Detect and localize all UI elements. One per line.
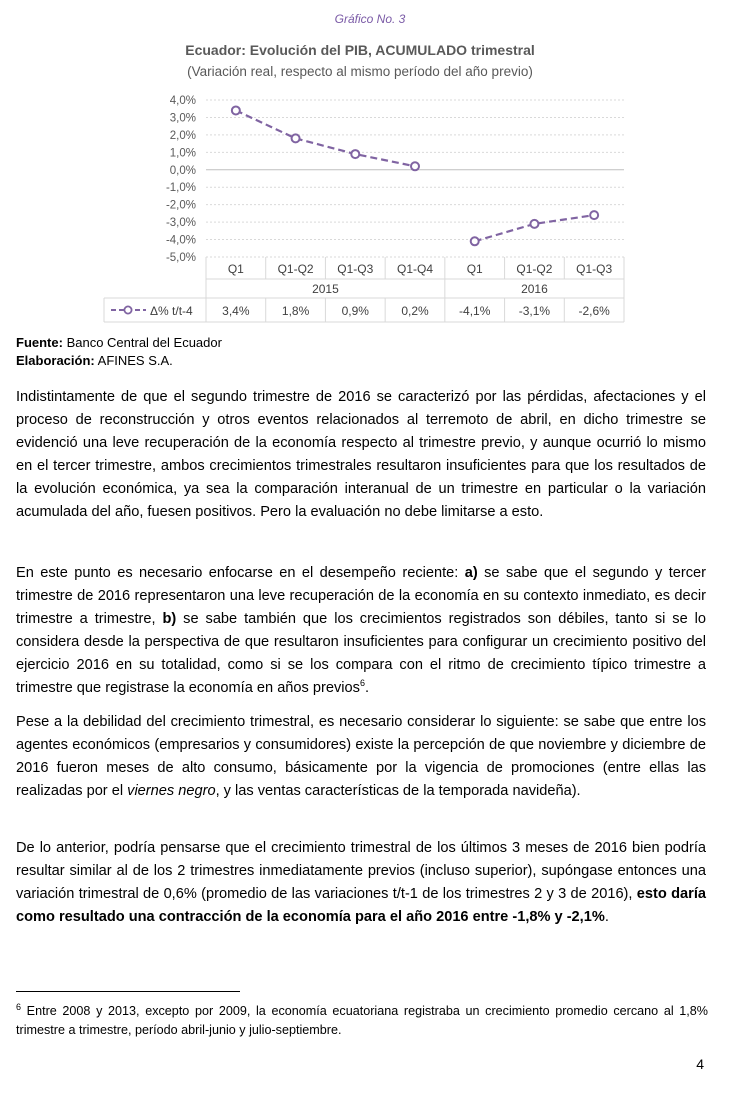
data-label: -3,1% bbox=[518, 304, 551, 318]
p2-text-c: se sabe también que los crecimientos registrados son débiles, tanto si se lo considera desde la perspectiva de que resultaron insuficientes para configurar un crecimiento positivo del ejercicio 2016 en su totalidad, como si se los compara con el ritmo de crecimiento típico trimestre a trimestre que registrase la economía en años previos bbox=[16, 611, 706, 696]
y-tick-label: -1,0% bbox=[165, 182, 196, 195]
p2-text-a: En este punto es necesario enfocarse en el desempeño reciente: bbox=[16, 565, 465, 581]
data-point bbox=[292, 134, 300, 142]
data-label: 0,9% bbox=[341, 304, 369, 318]
p4-bold: esto daría como resultado una contracción de la economía para el año 2016 entre -1,8% y -2,1% bbox=[16, 886, 706, 925]
year-label: 2015 bbox=[312, 282, 339, 296]
data-point bbox=[471, 237, 479, 245]
footnote bbox=[16, 1002, 708, 1040]
footnote-ref: 6 bbox=[359, 678, 365, 689]
series-line bbox=[232, 106, 598, 245]
year-label: 2016 bbox=[521, 282, 548, 296]
data-point bbox=[232, 106, 240, 114]
data-point bbox=[590, 211, 598, 219]
y-axis-ticks bbox=[166, 95, 196, 264]
gdp-line-chart bbox=[0, 0, 750, 330]
data-label: 0,2% bbox=[401, 304, 429, 318]
p2-text-b: se sabe que el segundo y tercer trimestre de 2016 representaron una leve recuperación de la economía en su contexto inmediato, es decir trimestre a trimestre, bbox=[16, 565, 706, 627]
chart-subtitle: (Variación real, respecto al mismo período del año previo) bbox=[187, 64, 533, 79]
y-tick-label: -4,0% bbox=[165, 234, 196, 247]
data-point bbox=[411, 162, 419, 170]
data-point bbox=[530, 220, 538, 228]
y-tick-label: 2,0% bbox=[169, 129, 196, 142]
p2-mark-a: a) bbox=[464, 565, 478, 581]
footnote-mark: 6 bbox=[16, 1001, 22, 1012]
chart-title: Ecuador: Evolución del PIB, ACUMULADO trimestral bbox=[185, 42, 535, 58]
data-label: -2,6% bbox=[578, 304, 610, 318]
source-label: Fuente: bbox=[16, 335, 63, 350]
p2-text-end: . bbox=[364, 680, 370, 696]
p3-italic: viernes negro bbox=[127, 783, 216, 799]
data-label: 1,8% bbox=[281, 304, 310, 318]
figure-label: Gráfico No. 3 bbox=[334, 12, 406, 26]
category-label: Q1-Q3 bbox=[337, 262, 374, 276]
paragraph-1: Indistintamente de que el segundo trimestre de 2016 se caracterizó por las pérdidas, afectaciones y el proceso de reconstrucción y otros eventos relacionados al terremoto de abril, en dicho trimestre se evidenció una leve recuperación de la economía respecto al trimestre previo, y aunque ocurrió lo mismo en el tercer trimestre, ambos crecimientos trimestrales resultaron insuficientes para que los resultados de la evolución económica, ya sea la comparación interanual de un trimestre en particular o la variación acumulada del año, fuesen positivos. Pero la evaluación no debe limitarse a esto. bbox=[16, 389, 706, 520]
y-tick-label: 1,0% bbox=[169, 147, 196, 160]
category-label: Q1-Q3 bbox=[576, 262, 613, 276]
category-label: Q1 bbox=[227, 262, 244, 276]
category-label: Q1-Q4 bbox=[396, 262, 434, 276]
elaboration-label: Elaboración: bbox=[16, 353, 95, 368]
category-label: Q1-Q2 bbox=[277, 262, 314, 276]
paragraph-3 bbox=[16, 711, 706, 803]
y-tick-label: -3,0% bbox=[165, 217, 196, 230]
category-label: Q1-Q2 bbox=[516, 262, 553, 276]
page-number: 4 bbox=[696, 1056, 704, 1072]
footnote-text: Entre 2008 y 2013, excepto por 2009, la economía ecuatoriana registraba un crecimiento promedio cercano al 1,8% trimestre a trimestre, período abril-junio y julio-septiembre. bbox=[16, 1004, 708, 1037]
y-tick-label: 0,0% bbox=[169, 164, 196, 177]
y-tick-label: 3,0% bbox=[169, 112, 196, 125]
chart-data-table bbox=[104, 257, 624, 322]
p4-text-a: De lo anterior, podría pensarse que el crecimiento trimestral de los últimos 3 meses de 2016 bien podría resultar similar al de los 2 trimestres inmediatamente previos (incluso superior), supóngase entonces una variación trimestral de 0,6% (promedio de las variaciones t/t-1 de los trimestres 2 y 3 de 2016), bbox=[16, 840, 706, 902]
series-segment bbox=[236, 110, 415, 166]
data-point bbox=[351, 150, 359, 158]
y-tick-label: -2,0% bbox=[165, 199, 196, 212]
p3-text-b: , y las ventas características de la temporada navideña). bbox=[215, 783, 581, 799]
y-tick-label: -5,0% bbox=[165, 252, 196, 264]
p3-text-a: Pese a la debilidad del crecimiento trimestral, es necesario considerar lo siguiente: se sabe que entre los agentes económicos (empresarios y consumidores) existe la percepción de que noviembre y diciembre de 2016 fueron meses de alto consumo, básicamente por la vigencia de promociones (entre ellas las realizadas por el bbox=[16, 714, 706, 799]
source-line bbox=[16, 334, 222, 352]
paragraph-2 bbox=[16, 562, 706, 700]
y-tick-label: 4,0% bbox=[169, 95, 196, 107]
p4-text-end: . bbox=[604, 909, 609, 925]
data-label: -4,1% bbox=[459, 304, 491, 318]
source-text: Banco Central del Ecuador bbox=[62, 335, 222, 350]
paragraph-4 bbox=[16, 837, 706, 929]
elaboration-line bbox=[16, 352, 173, 370]
legend-label: Δ% t/t-4 bbox=[150, 304, 193, 318]
legend-marker bbox=[124, 306, 131, 313]
category-label: Q1 bbox=[466, 262, 483, 276]
elaboration-text: AFINES S.A. bbox=[94, 353, 173, 368]
p2-mark-b: b) bbox=[162, 611, 177, 627]
footnote-separator bbox=[16, 991, 240, 992]
data-label: 3,4% bbox=[222, 304, 250, 318]
chart-gridlines bbox=[206, 100, 624, 257]
